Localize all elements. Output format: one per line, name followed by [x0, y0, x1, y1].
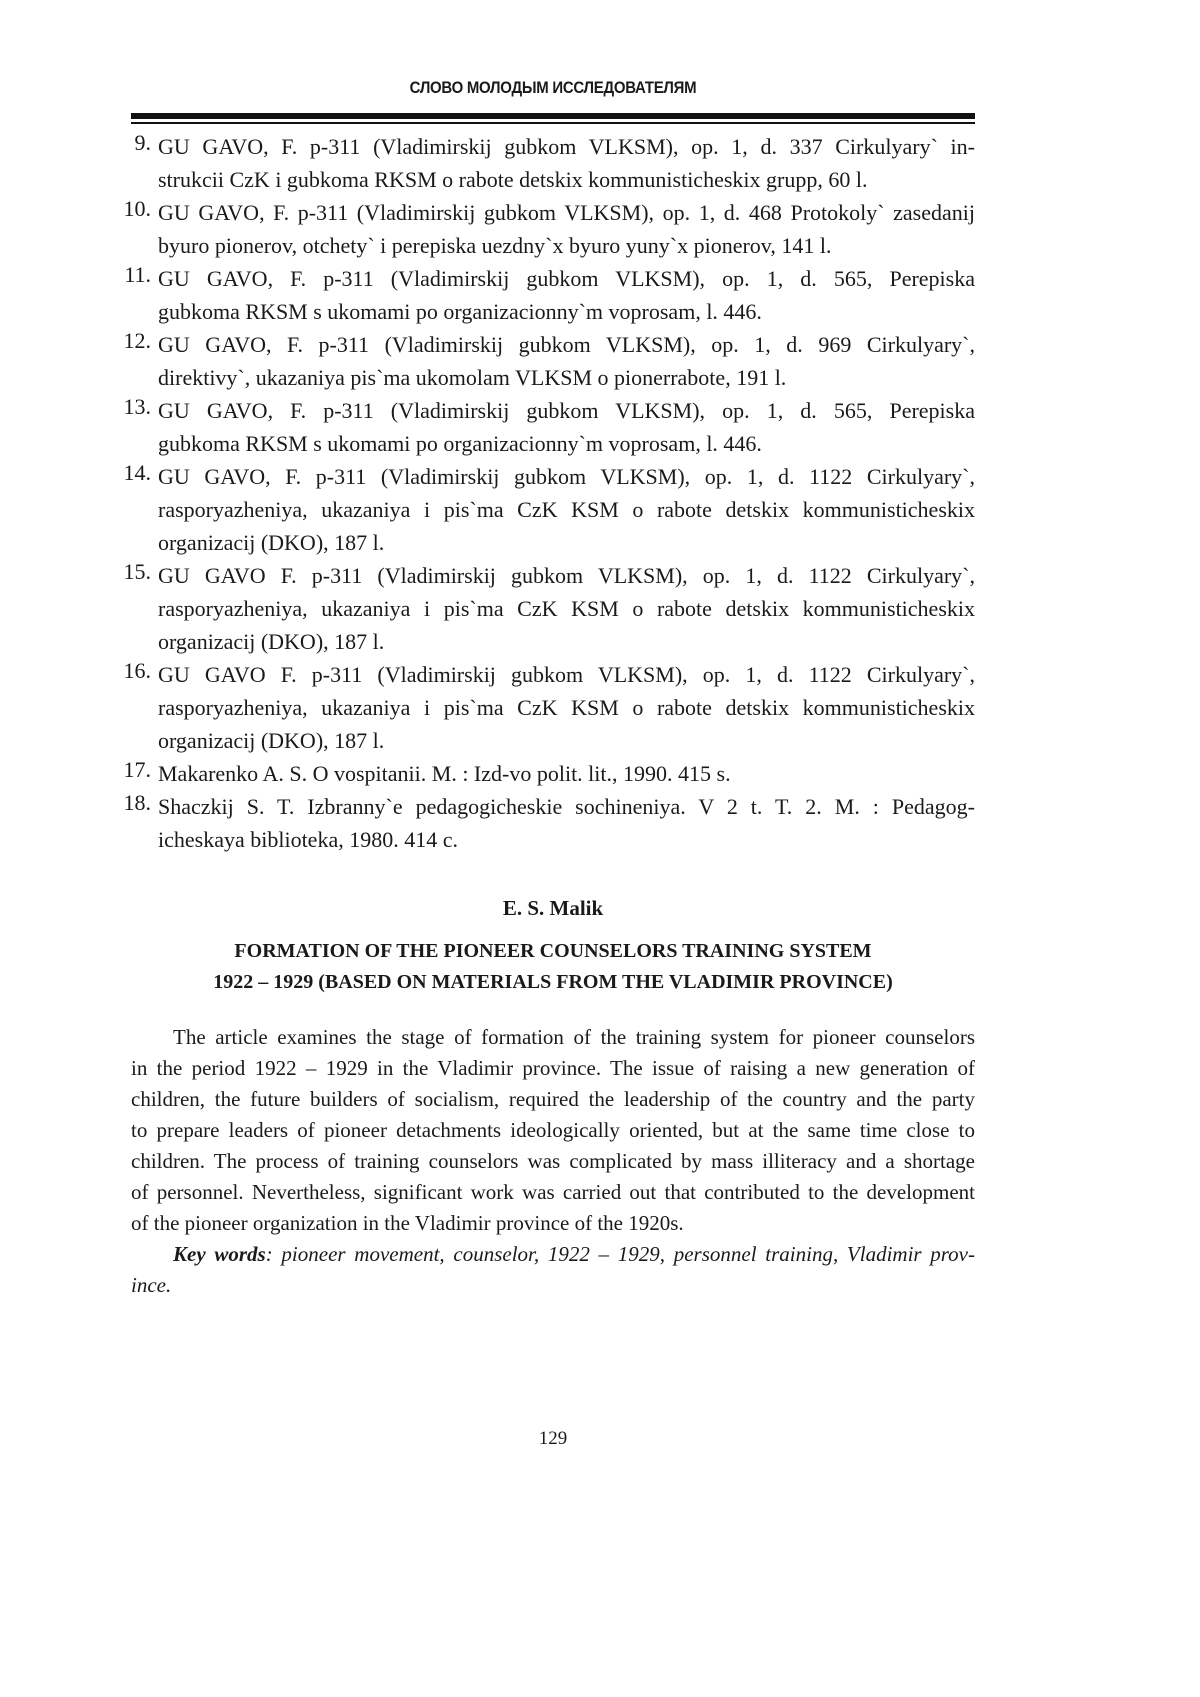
reference-number: 14.	[119, 460, 151, 486]
page-number: 129	[131, 1428, 975, 1450]
reference-line: rasporyazheniya, ukazaniya i pis`ma CzK KSM o rabote detskix kommunisticheskix	[158, 493, 975, 526]
reference-line: Shaczkij S. T. Izbranny`e pedagogicheskie sochineniya. V 2 t. T. 2. M. : Pedagog-	[158, 790, 975, 823]
reference-line: GU GAVO F. p-311 (Vladimirskij gubkom VLKSM), op. 1, d. 1122 Cirkulyary`,	[158, 658, 975, 691]
keywords-label: Key words	[173, 1242, 266, 1266]
reference-line: gubkoma RKSM s ukomami po organizacionny`m voprosam, l. 446.	[158, 295, 975, 328]
reference-item	[131, 328, 975, 394]
keywords-line-2: ince.	[131, 1270, 975, 1301]
reference-number: 12.	[119, 328, 151, 354]
reference-line: GU GAVO, F. p-311 (Vladimirskij gubkom VLKSM), op. 1, d. 337 Cirkulyary` in-	[158, 130, 975, 163]
header-rule-thin	[131, 122, 975, 124]
reference-item	[131, 196, 975, 262]
abstract-line: of personnel. Nevertheless, significant work was carried out that contributed to the development	[131, 1177, 975, 1208]
abstract-line: in the period 1922 – 1929 in the Vladimir province. The issue of raising a new generation of	[131, 1053, 975, 1084]
reference-number: 16.	[119, 658, 151, 684]
reference-line: Makarenko A. S. O vospitanii. M. : Izd-vo polit. lit., 1990. 415 s.	[158, 757, 975, 790]
header-rule-thick	[131, 113, 975, 119]
keywords-line	[131, 1239, 975, 1270]
abstract	[131, 1022, 975, 1301]
reference-line: organizacij (DKO), 187 l.	[158, 526, 975, 559]
reference-line: GU GAVO, F. p-311 (Vladimirskij gubkom VLKSM), op. 1, d. 565, Perepiska	[158, 394, 975, 427]
reference-item	[131, 790, 975, 856]
reference-number: 17.	[119, 757, 151, 783]
title-line: 1922 – 1929 (BASED ON MATERIALS FROM THE VLADIMIR PROVINCE)	[131, 967, 975, 998]
abstract-line: The article examines the stage of formation of the training system for pioneer counselors	[131, 1022, 975, 1053]
reference-line: GU GAVO, F. p-311 (Vladimirskij gubkom VLKSM), op. 1, d. 1122 Cirkulyary`,	[158, 460, 975, 493]
article-title	[131, 936, 975, 998]
reference-item	[131, 262, 975, 328]
title-line: FORMATION OF THE PIONEER COUNSELORS TRAINING SYSTEM	[131, 936, 975, 967]
reference-line: GU GAVO F. p-311 (Vladimirskij gubkom VLKSM), op. 1, d. 1122 Cirkulyary`,	[158, 559, 975, 592]
author-name: E. S. Malik	[131, 896, 975, 921]
abstract-line: of the pioneer organization in the Vladimir province of the 1920s.	[131, 1208, 975, 1239]
running-header: СЛОВО МОЛОДЫМ ИССЛЕДОВАТЕЛЯМ	[182, 78, 925, 98]
keywords-text: : pioneer movement, counselor, 1922 – 1929, personnel training, Vladimir prov-	[266, 1242, 975, 1266]
reference-line: organizacij (DKO), 187 l.	[158, 625, 975, 658]
keywords	[131, 1239, 975, 1301]
reference-line: byuro pionerov, otchety` i perepiska uezdny`x byuro yuny`x pionerov, 141 l.	[158, 229, 975, 262]
reference-number: 9.	[119, 130, 151, 156]
abstract-line: children, the future builders of socialism, required the leadership of the country and the party	[131, 1084, 975, 1115]
reference-line: organizacij (DKO), 187 l.	[158, 724, 975, 757]
reference-item	[131, 658, 975, 757]
reference-line: direktivy`, ukazaniya pis`ma ukomolam VLKSM o pionerrabote, 191 l.	[158, 361, 975, 394]
reference-list	[131, 130, 975, 856]
reference-number: 18.	[119, 790, 151, 816]
reference-line: rasporyazheniya, ukazaniya i pis`ma CzK KSM o rabote detskix kommunisticheskix	[158, 592, 975, 625]
reference-line: GU GAVO, F. p-311 (Vladimirskij gubkom VLKSM), op. 1, d. 565, Perepiska	[158, 262, 975, 295]
reference-line: GU GAVO, F. p-311 (Vladimirskij gubkom VLKSM), op. 1, d. 969 Cirkulyary`,	[158, 328, 975, 361]
reference-number: 13.	[119, 394, 151, 420]
reference-number: 11.	[119, 262, 151, 288]
reference-item	[131, 130, 975, 196]
reference-item	[131, 559, 975, 658]
reference-item	[131, 757, 975, 790]
abstract-line: to prepare leaders of pioneer detachments ideologically oriented, but at the same time close to	[131, 1115, 975, 1146]
reference-item	[131, 460, 975, 559]
reference-line: gubkoma RKSM s ukomami po organizacionny`m voprosam, l. 446.	[158, 427, 975, 460]
reference-line: rasporyazheniya, ukazaniya i pis`ma CzK KSM o rabote detskix kommunisticheskix	[158, 691, 975, 724]
abstract-line: children. The process of training counselors was complicated by mass illiteracy and a shortage	[131, 1146, 975, 1177]
reference-line: strukcii CzK i gubkoma RKSM o rabote detskix kommunisticheskix grupp, 60 l.	[158, 163, 975, 196]
reference-number: 15.	[119, 559, 151, 585]
reference-line: icheskaya biblioteka, 1980. 414 с.	[158, 823, 975, 856]
reference-number: 10.	[119, 196, 151, 222]
reference-line: GU GAVO, F. p-311 (Vladimirskij gubkom VLKSM), op. 1, d. 468 Protokoly` zasedanij	[158, 196, 975, 229]
reference-item	[131, 394, 975, 460]
